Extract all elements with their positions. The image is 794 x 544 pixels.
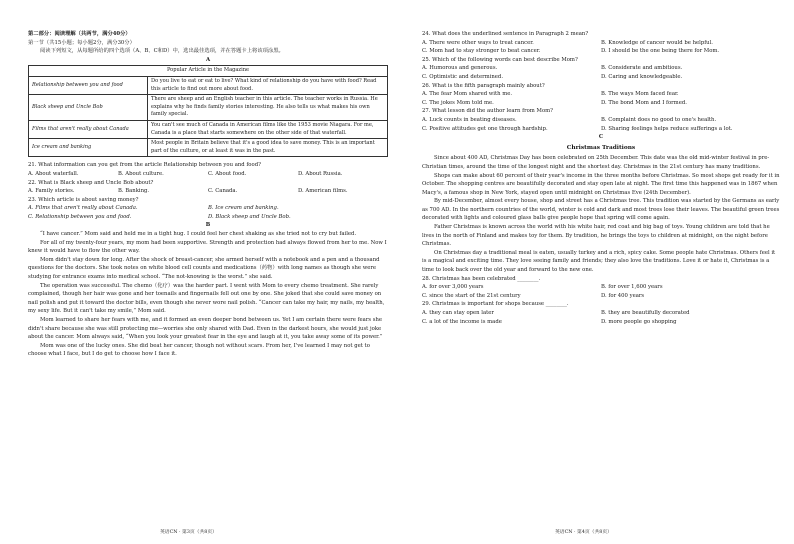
instruction: 阅读下列短文，从每题所给的四个选项（A、B、C和D）中，选出最佳选项，并在答题卡上将该项涂黑。 xyxy=(40,48,284,55)
option: A. Films that aren't really about Canada. xyxy=(28,205,138,212)
option: A. About waterfall. xyxy=(28,170,79,177)
option: D. I should be the one being there for Mom. xyxy=(601,48,720,55)
option: B. they are beautifully decorated xyxy=(601,310,690,316)
passage-paragraph: Father Christmas is known across the world with his white hair, red coat and big bag of toys. Young children are told that he lives in the north of Finland and makes toy for them. By tradition, he brings the toys to children at midnight, on the night before Christmas. xyxy=(422,224,770,248)
option: C. The jokes Mom told me. xyxy=(422,99,494,106)
part-header: 第二部分：阅读理解（共两节，满分40分） xyxy=(28,31,131,37)
question-26: 26. What is the fifth paragraph mainly about? xyxy=(422,82,545,89)
option: A. for over 3,000 years xyxy=(422,284,484,291)
options-25b xyxy=(422,73,780,82)
table-row xyxy=(29,139,388,157)
option: C. About food. xyxy=(208,170,247,177)
option: A. Humorous and generous. xyxy=(422,65,498,72)
options-21 xyxy=(28,170,388,179)
question-24: 24. What does the underlined sentence in Paragraph 2 mean? xyxy=(422,31,589,37)
table-topic: Films that aren't really about Canada xyxy=(29,120,148,138)
option: A. Family stories. xyxy=(28,188,75,195)
option: C. since the start of the 21st century xyxy=(422,292,521,299)
passage-paragraph: “I have cancer.” Mom said and held me in a tight hug. I could feel her chest shaking as she tried not to cry but failed. xyxy=(40,231,357,238)
option: C. Canada. xyxy=(208,188,238,195)
option: D. The bond Mom and I formed. xyxy=(601,99,687,106)
table-row xyxy=(29,120,388,138)
table-desc: There are sheep and an English teacher in this article. The teacher works in Russia. He explains why he finds family stories interesting. He also tells us what makes his own family special. xyxy=(148,95,388,121)
option: B. Ice cream and banking. xyxy=(208,205,279,212)
option: D. Caring and knowledgeable. xyxy=(601,73,683,80)
option: D. Black sheep and Uncle Bob. xyxy=(208,213,291,220)
option: A. The fear Mom shared with me. xyxy=(422,91,513,98)
passage-paragraph: Mom didn't stay down for long. After the shock of breast-cancer, she armed herself with a notebook and a pen and a thousand questions for the doctors. She took notes on white blood cell counts and medications（药物）with long names as though she were studying for entrance exams into medical school. “The not-knowing is the worst.” she said. xyxy=(28,256,380,281)
table-desc: Do you live to eat or eat to live? What kind of relationship do you have with food? Read this article to find out more about food. xyxy=(148,76,388,94)
table-topic: Black sheep and Uncle Bob xyxy=(29,95,148,121)
table-desc: You can't see much of Canada in American films like the 1953 movie Niagara. For me, Canada is a place that starts somewhere on the other side of that waterfall. xyxy=(148,120,388,138)
option: B. for over 1,600 years xyxy=(601,284,663,291)
passage-paragraph: Mom learned to share her fears with me, and it formed an even deeper bond between us. Yet I am certain there were fears she didn't share because she was still protecting me—worries she only shared with Dad. Even in the darkest hours, she would just joke about the cancer. Mom always said, “When you look your greatest fear in the eye and laugh at it, you take away some of its power.” xyxy=(28,317,383,341)
page-footer-left: 英语CN · 第3页（共8页） xyxy=(160,530,217,535)
options-28b xyxy=(422,292,780,301)
passage-c-title: Christmas Traditions xyxy=(566,144,636,151)
option: B. Considerate and ambitious. xyxy=(601,65,683,72)
option: B. Banking. xyxy=(118,188,150,195)
table-topic: Relationship between you and food xyxy=(29,76,148,94)
right-page xyxy=(422,30,780,326)
options-23 xyxy=(28,204,388,213)
option: C. a lot of the income is made xyxy=(422,318,502,325)
passage-paragraph: Mom was one of the lucky ones. She did beat her cancer, though not without scars. From her, I've learned I may not get to choose what I face, but I do get to choose how I face it. xyxy=(28,342,370,358)
options-29b xyxy=(422,318,780,327)
passage-paragraph: By mid-December, almost every house, shop and street has a Christmas tree. This tradition was started by the Germans as early as 700 AD. In the northern countries of the world, winter is cold and dark and most trees lose their leaves. The beautiful green trees decorated with lights and coloured glass balls give people hope that spring will come again. xyxy=(422,198,780,222)
passage-paragraph: Since about 400 AD, Christmas Day has been celebrated on 25th December. This date was the old mid-winter festival in pre-Christian times, around the time of the longest night and the shortest day. Christmas in the 21st century has many traditions. xyxy=(422,155,770,170)
options-24 xyxy=(422,39,780,48)
passage-c-letter: C xyxy=(598,134,604,141)
option: B. Knowledge of cancer would be helpful. xyxy=(601,39,713,46)
question-29: 29. Christmas is important for shops because ________. xyxy=(422,301,569,308)
option: A. There were other ways to treat cancer. xyxy=(422,39,534,46)
option: D. About Russia. xyxy=(298,170,343,177)
option: D. more people go shopping xyxy=(601,318,677,325)
option: C. Optimistic and determined. xyxy=(422,73,503,80)
options-29 xyxy=(422,309,780,318)
question-22: 22. What is Black sheep and Uncle Bob about? xyxy=(28,179,154,186)
table-title: Popular Article in the Magazine xyxy=(29,66,388,77)
option: C. Positive attitudes get one through hardship. xyxy=(422,125,548,132)
options-28 xyxy=(422,283,780,292)
option: C. Relationship between you and food. xyxy=(28,213,132,220)
option: D. American films. xyxy=(298,188,348,195)
options-27 xyxy=(422,116,780,125)
sub-header: 第一节（共15小题；每小题2分，满分30分） xyxy=(28,39,135,46)
question-25: 25. Which of the following words can best describe Mom? xyxy=(422,56,578,63)
left-page xyxy=(28,30,388,359)
options-27b xyxy=(422,125,780,134)
option: D. for 400 years xyxy=(601,292,645,299)
option: A. Luck counts in beating diseases. xyxy=(422,116,517,123)
passage-b-letter: B xyxy=(205,222,211,229)
page-footer-right: 英语CN · 第4页（共8页） xyxy=(555,530,612,535)
passage-paragraph: The operation was successful. The chemo（化疗）was the harder part. I went with Mom to every chemo treatment. She rarely complained, though her hair was gone and her toenails and fingernails fell out one by one. She joked that she could save money on nail polish and put it toward the doctor bills, even though she never wore nail polish. “Cancer can take my hair, my nails, my health, my sexy life. But it can't take my smile,” Mom said. xyxy=(28,282,385,315)
option: B. About culture. xyxy=(118,170,164,177)
passage-paragraph: Shops can make about 60 percent of their year's income in the three months before Christmas. So most shops get ready for it in October. The shopping centres are beautifully decorated and stay open late at night. The first time this happened was in 1867 when Macy's, a famous shop in New York, stayed open until midnight on Christmas Eve (24th December). xyxy=(422,172,780,196)
option: B. The ways Mom faced fear. xyxy=(601,91,679,98)
passage-paragraph: For all of my twenty-four years, my mom had been supportive. Strength and protection had always flowed from her to me. Now I knew it would have to flow the other way. xyxy=(28,239,387,255)
options-26 xyxy=(422,90,780,99)
table-row xyxy=(29,95,388,121)
option: D. Sharing feelings helps reduce sufferings a lot. xyxy=(601,125,733,132)
option: A. they can stay open later xyxy=(422,310,494,316)
passage-a-letter: A xyxy=(205,56,211,63)
question-28: 28. Christmas has been celebrated ________. xyxy=(422,275,541,282)
table-desc: Most people in Britain believe that it's a good idea to save money. This is an important part of the culture, or at least it was in the past. xyxy=(148,139,388,157)
question-27: 27. What lesson did the author learn from Mom? xyxy=(422,108,553,115)
passage-paragraph: On Christmas day a traditional meal is eaten, usually turkey and a rich, spicy cake. Some people hate Christmas. Others feel it is a magical and exciting time. They love seeing family and friends; they also love the traditions. Love it or hate it, Christmas is a time to look back over the old year and forward to the new one. xyxy=(422,249,776,274)
options-22 xyxy=(28,187,388,196)
options-24b xyxy=(422,47,780,56)
table-topic: Ice cream and banking xyxy=(29,139,148,157)
options-26b xyxy=(422,99,780,108)
option: C. Mom had to stay stronger to beat cancer. xyxy=(422,48,541,55)
article-table xyxy=(28,65,388,157)
question-21: 21. What information can you get from the article Relationship between you and food? xyxy=(28,162,261,169)
question-23: 23. Which article is about saving money? xyxy=(28,196,139,203)
options-23b xyxy=(28,213,388,222)
table-row xyxy=(29,76,388,94)
option: B. Complaint does no good to one's health. xyxy=(601,116,717,123)
options-25 xyxy=(422,64,780,73)
